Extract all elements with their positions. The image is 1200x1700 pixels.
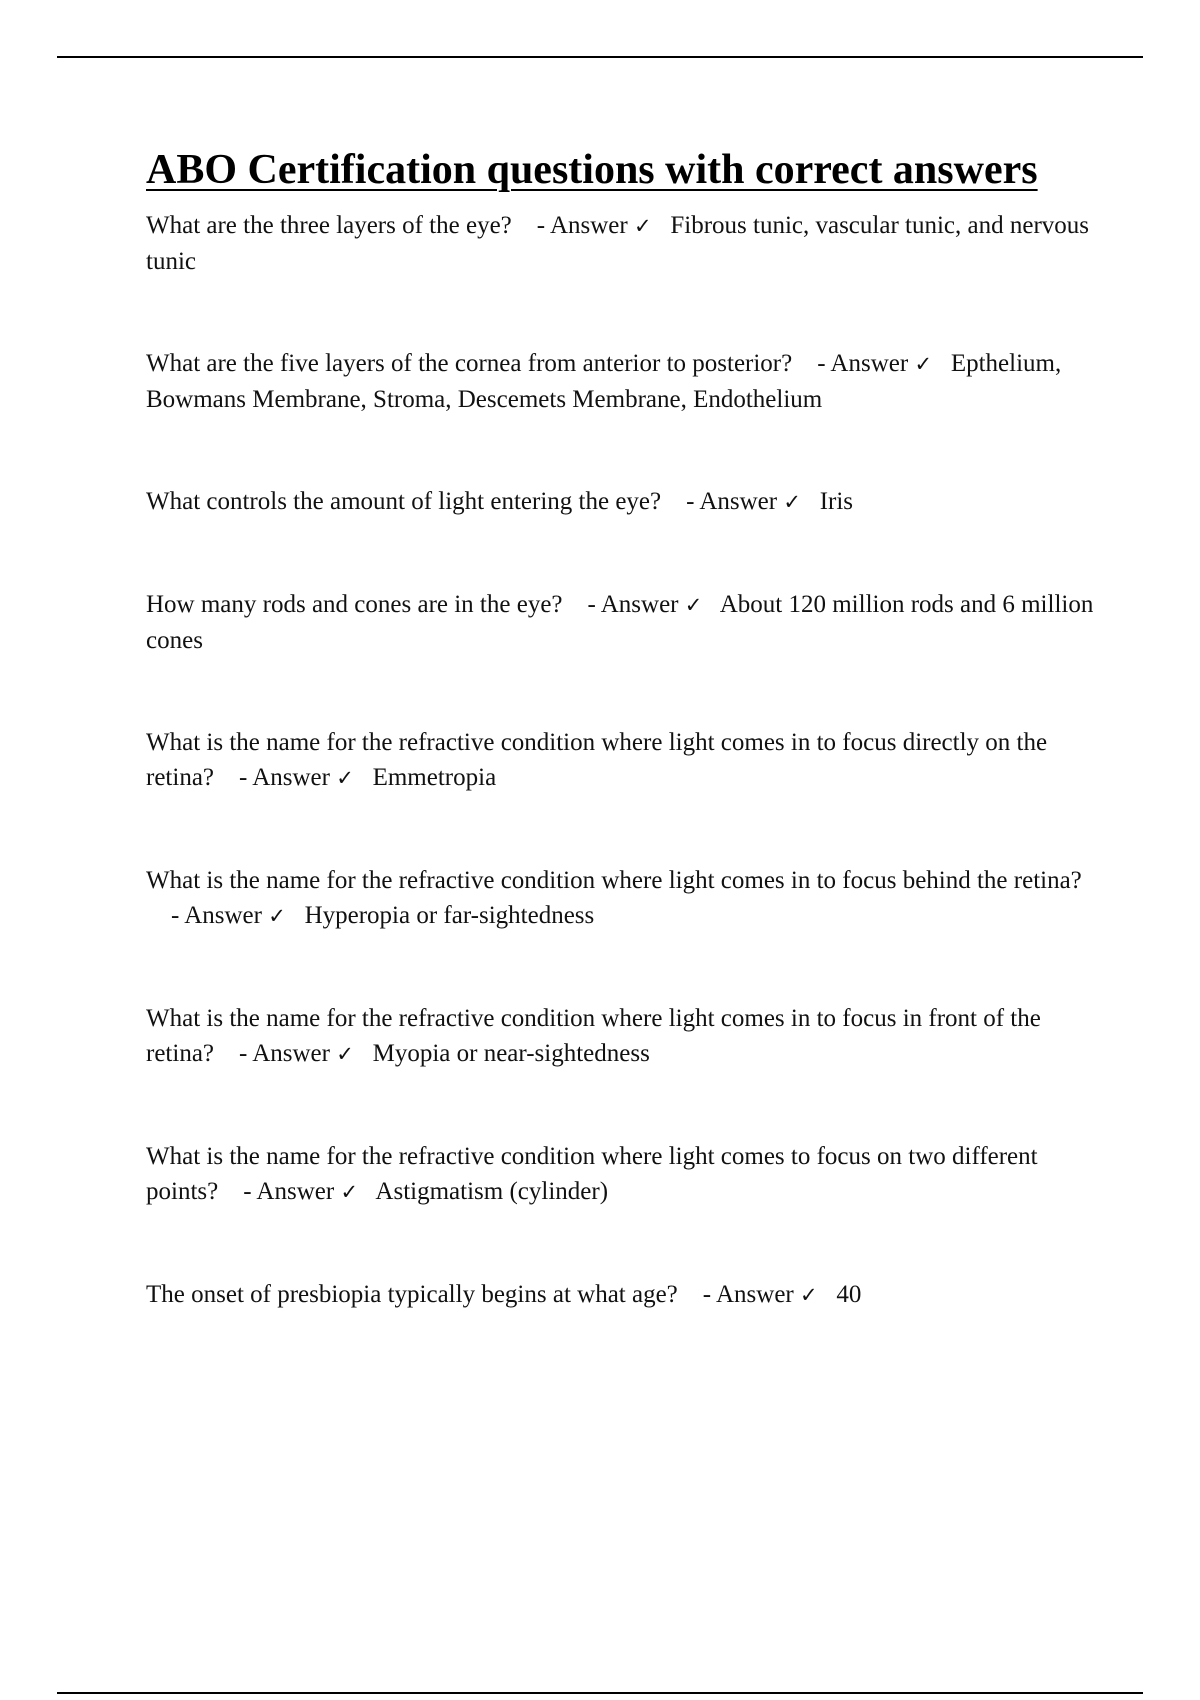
- qa-item: [146, 863, 1106, 934]
- check-icon: ✓: [783, 490, 801, 514]
- question-text: How many rods and cones are in the eye?: [146, 591, 563, 618]
- answer-text: Fibrous tunic, vascular tunic, and nervous tunic: [146, 212, 1090, 275]
- question-text: What is the name for the refractive condition where light comes in to focus directly on the retina?: [146, 729, 1048, 791]
- question-text: What are the three layers of the eye?: [146, 212, 512, 239]
- answer-label: - Answer: [243, 1178, 335, 1205]
- answer-text: About 120 million rods and 6 million cones: [146, 591, 1094, 654]
- answer-label: - Answer: [686, 488, 778, 515]
- question-text: What is the name for the refractive condition where light comes to focus on two different points?: [146, 1143, 1038, 1205]
- document-title: ABO Certification questions with correct answers: [146, 147, 1038, 193]
- answer-text: Astigmatism (cylinder): [375, 1178, 609, 1205]
- answer-label: - Answer: [171, 902, 262, 929]
- check-icon: ✓: [336, 766, 354, 790]
- check-icon: ✓: [800, 1283, 818, 1307]
- qa-item: [146, 725, 1106, 796]
- answer-label: - Answer: [536, 212, 628, 239]
- answer-label: - Answer: [239, 1040, 330, 1067]
- check-icon: ✓: [268, 904, 286, 928]
- question-text: What are the five layers of the cornea from anterior to posterior?: [146, 350, 793, 377]
- top-rule: [57, 56, 1143, 58]
- question-text: What is the name for the refractive condition where light comes in to focus behind the retina?: [146, 867, 1082, 894]
- qa-item: [146, 1277, 1106, 1313]
- answer-text: Epthelium, Bowmans Membrane, Stroma, Descemets Membrane, Endothelium: [146, 350, 1062, 413]
- question-text: What is the name for the refractive condition where light comes in to focus in front of the retina?: [146, 1005, 1041, 1067]
- answer-text: Hyperopia or far-sightedness: [304, 902, 595, 929]
- check-icon: ✓: [914, 352, 933, 376]
- answer-label: - Answer: [702, 1281, 794, 1308]
- question-text: The onset of presbiopia typically begins at what age?: [146, 1281, 678, 1308]
- qa-item: [146, 208, 1106, 279]
- answer-text: Iris: [819, 488, 854, 515]
- qa-item: [146, 1139, 1106, 1210]
- check-icon: ✓: [633, 214, 652, 238]
- check-icon: ✓: [684, 593, 703, 617]
- check-icon: ✓: [336, 1042, 354, 1066]
- qa-item: [146, 587, 1106, 658]
- answer-label: - Answer: [817, 350, 909, 377]
- answer-text: Emmetropia: [372, 764, 497, 791]
- check-icon: ✓: [340, 1180, 359, 1204]
- answer-label: - Answer: [239, 764, 330, 791]
- qa-item: [146, 1001, 1106, 1072]
- answer-text: Myopia or near-sightedness: [372, 1040, 650, 1067]
- question-text: What controls the amount of light entering the eye?: [146, 488, 662, 515]
- answer-label: - Answer: [587, 591, 679, 618]
- qa-item: [146, 346, 1106, 417]
- document-body: [146, 142, 1106, 1313]
- qa-item: [146, 484, 1106, 520]
- answer-text: 40: [836, 1281, 862, 1308]
- bottom-rule: [57, 1692, 1143, 1694]
